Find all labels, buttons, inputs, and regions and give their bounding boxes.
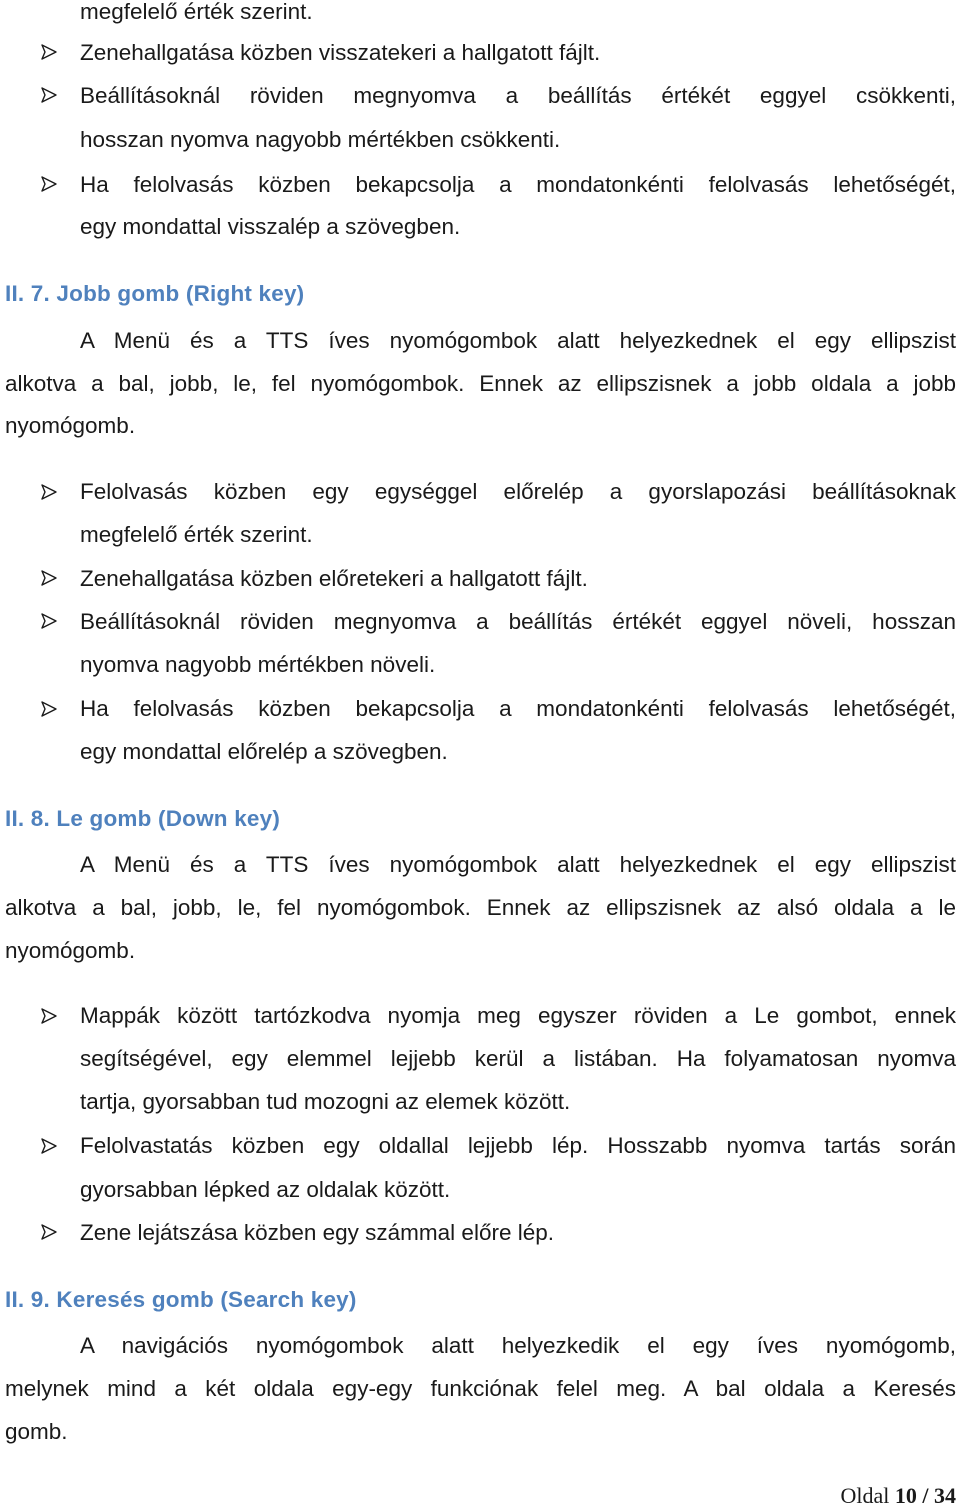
paragraph-line: nyomógomb. [5,413,136,438]
paragraph-line: A Menü és a TTS íves nyomógombok alatt helyezkednek el egy ellipszist [80,328,956,353]
arrow-bullet-icon [40,1223,58,1241]
arrow-bullet-icon [40,569,58,587]
arrow-bullet-icon [40,612,58,630]
paragraph-line: alkotva a bal, jobb, le, fel nyomógombok. Ennek az ellipszisnek az alsó oldala a le [5,895,956,920]
bullet-text-continued: segítségével, egy elemmel lejjebb kerül a listában. Ha folyamatosan nyomva [80,1046,956,1071]
continuation-text: megfelelő érték szerint. [80,0,313,24]
section-heading: II. 8. Le gomb (Down key) [5,806,281,831]
paragraph-line: nyomógomb. [5,938,136,963]
bullet-text: Zenehallgatása közben előretekeri a hallgatott fájlt. [80,566,588,591]
bullet-text: Ha felolvasás közben bekapcsolja a mondatonkénti felolvasás lehetőségét, [80,172,956,197]
arrow-bullet-icon [40,86,58,104]
arrow-bullet-icon [40,175,58,193]
page-label: Oldal [840,1483,890,1508]
page-number-footer [840,1482,956,1510]
section-heading: II. 7. Jobb gomb (Right key) [5,281,305,306]
paragraph-line: gomb. [5,1419,68,1444]
bullet-text-continued: tartja, gyorsabban tud mozogni az elemek között. [80,1089,571,1114]
paragraph-line: A Menü és a TTS íves nyomógombok alatt helyezkednek el egy ellipszist [80,852,956,877]
total-pages: 34 [934,1483,956,1508]
paragraph-line: melynek mind a két oldala egy-egy funkciónak felel meg. A bal oldala a Keresés [5,1376,956,1401]
current-page: 10 [894,1483,917,1508]
paragraph-line: alkotva a bal, jobb, le, fel nyomógombok. Ennek az ellipszisnek a jobb oldala a jobb [5,371,956,396]
bullet-text: Zenehallgatása közben visszatekeri a hallgatott fájlt. [80,40,601,65]
arrow-bullet-icon [40,1137,58,1155]
bullet-text-continued: megfelelő érték szerint. [80,522,313,547]
page-separator: / [922,1483,929,1508]
section-heading: II. 9. Keresés gomb (Search key) [5,1287,357,1312]
bullet-text: Beállításoknál röviden megnyomva a beállítás értékét eggyel csökkenti, [80,83,956,108]
arrow-bullet-icon [40,700,58,718]
bullet-text-continued: gyorsabban lépked az oldalak között. [80,1177,451,1202]
paragraph-line: A navigációs nyomógombok alatt helyezkedik el egy íves nyomógomb, [80,1333,956,1358]
bullet-text: Beállításoknál röviden megnyomva a beállítás értékét eggyel növeli, hosszan [80,609,956,634]
bullet-text-continued: egy mondattal visszalép a szövegben. [80,214,461,239]
bullet-text: Mappák között tartózkodva nyomja meg egyszer röviden a Le gombot, ennek [80,1003,956,1028]
arrow-bullet-icon [40,1007,58,1025]
bullet-text: Felolvasás közben egy egységgel előrelép a gyorslapozási beállításoknak [80,479,956,504]
bullet-text: Zene lejátszása közben egy számmal előre lép. [80,1220,554,1245]
bullet-text: Felolvastatás közben egy oldallal lejjebb lép. Hosszabb nyomva tartás során [80,1133,956,1158]
arrow-bullet-icon [40,43,58,61]
bullet-text-continued: hosszan nyomva nagyobb mértékben csökkenti. [80,127,561,152]
arrow-bullet-icon [40,483,58,501]
bullet-text-continued: egy mondattal előrelép a szövegben. [80,739,448,764]
bullet-text: Ha felolvasás közben bekapcsolja a mondatonkénti felolvasás lehetőségét, [80,696,956,721]
bullet-text-continued: nyomva nagyobb mértékben növeli. [80,652,436,677]
